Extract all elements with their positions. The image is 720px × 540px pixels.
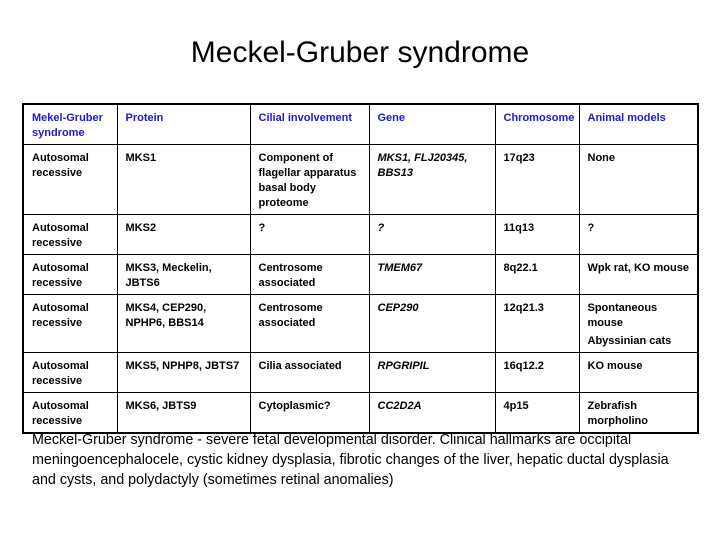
table-row — [23, 295, 698, 353]
header-animal-models: Animal models — [579, 104, 698, 145]
table-row — [23, 255, 698, 295]
cell-syndrome: Autosomal recessive — [23, 295, 117, 353]
cell-gene: TMEM67 — [369, 255, 495, 295]
cell-syndrome: Autosomal recessive — [23, 145, 117, 215]
cell-gene: CEP290 — [369, 295, 495, 353]
cell-cilial-involvement: ? — [250, 215, 369, 255]
animal-model-line: Abyssinian cats — [587, 335, 672, 347]
cell-chromosome: 4p15 — [495, 393, 579, 434]
cell-cilial-involvement: Cilia associated — [250, 353, 369, 393]
cell-animal-models — [579, 295, 698, 353]
cell-animal-models: KO mouse — [579, 353, 698, 393]
cell-protein: MKS1 — [117, 145, 250, 215]
footer-description: Meckel-Gruber syndrome - severe fetal developmental disorder. Clinical hallmarks are occipital meningoencephalocele, cystic kidney dysplasia, fibrotic changes of the liver, hepatic ductal dysplasia and cysts, and polydactyly (sometimes retinal anomalies) — [32, 432, 669, 488]
cell-protein: MKS6, JBTS9 — [117, 393, 250, 434]
cell-cilial-involvement: Component of flagellar apparatus basal body proteome — [250, 145, 369, 215]
cell-chromosome: 11q13 — [495, 215, 579, 255]
cell-gene: CC2D2A — [369, 393, 495, 434]
cell-cilial-involvement: Cytoplasmic? — [250, 393, 369, 434]
cell-animal-models: Zebrafish morpholino — [579, 393, 698, 434]
cell-protein: MKS5, NPHP8, JBTS7 — [117, 353, 250, 393]
cell-animal-models: None — [579, 145, 698, 215]
cell-syndrome: Autosomal recessive — [23, 393, 117, 434]
table-header-row — [23, 104, 698, 145]
cell-syndrome: Autosomal recessive — [23, 255, 117, 295]
header-cilial-involvement: Cilial involvement — [250, 104, 369, 145]
table-row — [23, 215, 698, 255]
cell-gene: RPGRIPIL — [369, 353, 495, 393]
cell-chromosome: 12q21.3 — [495, 295, 579, 353]
cell-animal-models: Wpk rat, KO mouse — [579, 255, 698, 295]
header-gene: Gene — [369, 104, 495, 145]
cell-protein: MKS2 — [117, 215, 250, 255]
slide-title: Meckel-Gruber syndrome — [190, 36, 530, 69]
cell-chromosome: 8q22.1 — [495, 255, 579, 295]
header-protein: Protein — [117, 104, 250, 145]
table-row — [23, 393, 698, 434]
header-chromosome: Chromosome — [495, 104, 579, 145]
table-row — [23, 353, 698, 393]
cell-protein: MKS4, CEP290, NPHP6, BBS14 — [117, 295, 250, 353]
cell-chromosome: 17q23 — [495, 145, 579, 215]
cell-cilial-involvement: Centrosome associated — [250, 295, 369, 353]
cell-gene: MKS1, FLJ20345, BBS13 — [369, 145, 495, 215]
cell-syndrome: Autosomal recessive — [23, 353, 117, 393]
syndrome-table — [22, 103, 699, 434]
table-row — [23, 145, 698, 215]
animal-model-line: Spontaneous mouse — [587, 302, 658, 329]
cell-protein: MKS3, Meckelin, JBTS6 — [117, 255, 250, 295]
cell-gene: ? — [369, 215, 495, 255]
cell-syndrome: Autosomal recessive — [23, 215, 117, 255]
cell-cilial-involvement: Centrosome associated — [250, 255, 369, 295]
cell-chromosome: 16q12.2 — [495, 353, 579, 393]
header-syndrome: Mekel-Gruber syndrome — [23, 104, 117, 145]
cell-animal-models: ? — [579, 215, 698, 255]
